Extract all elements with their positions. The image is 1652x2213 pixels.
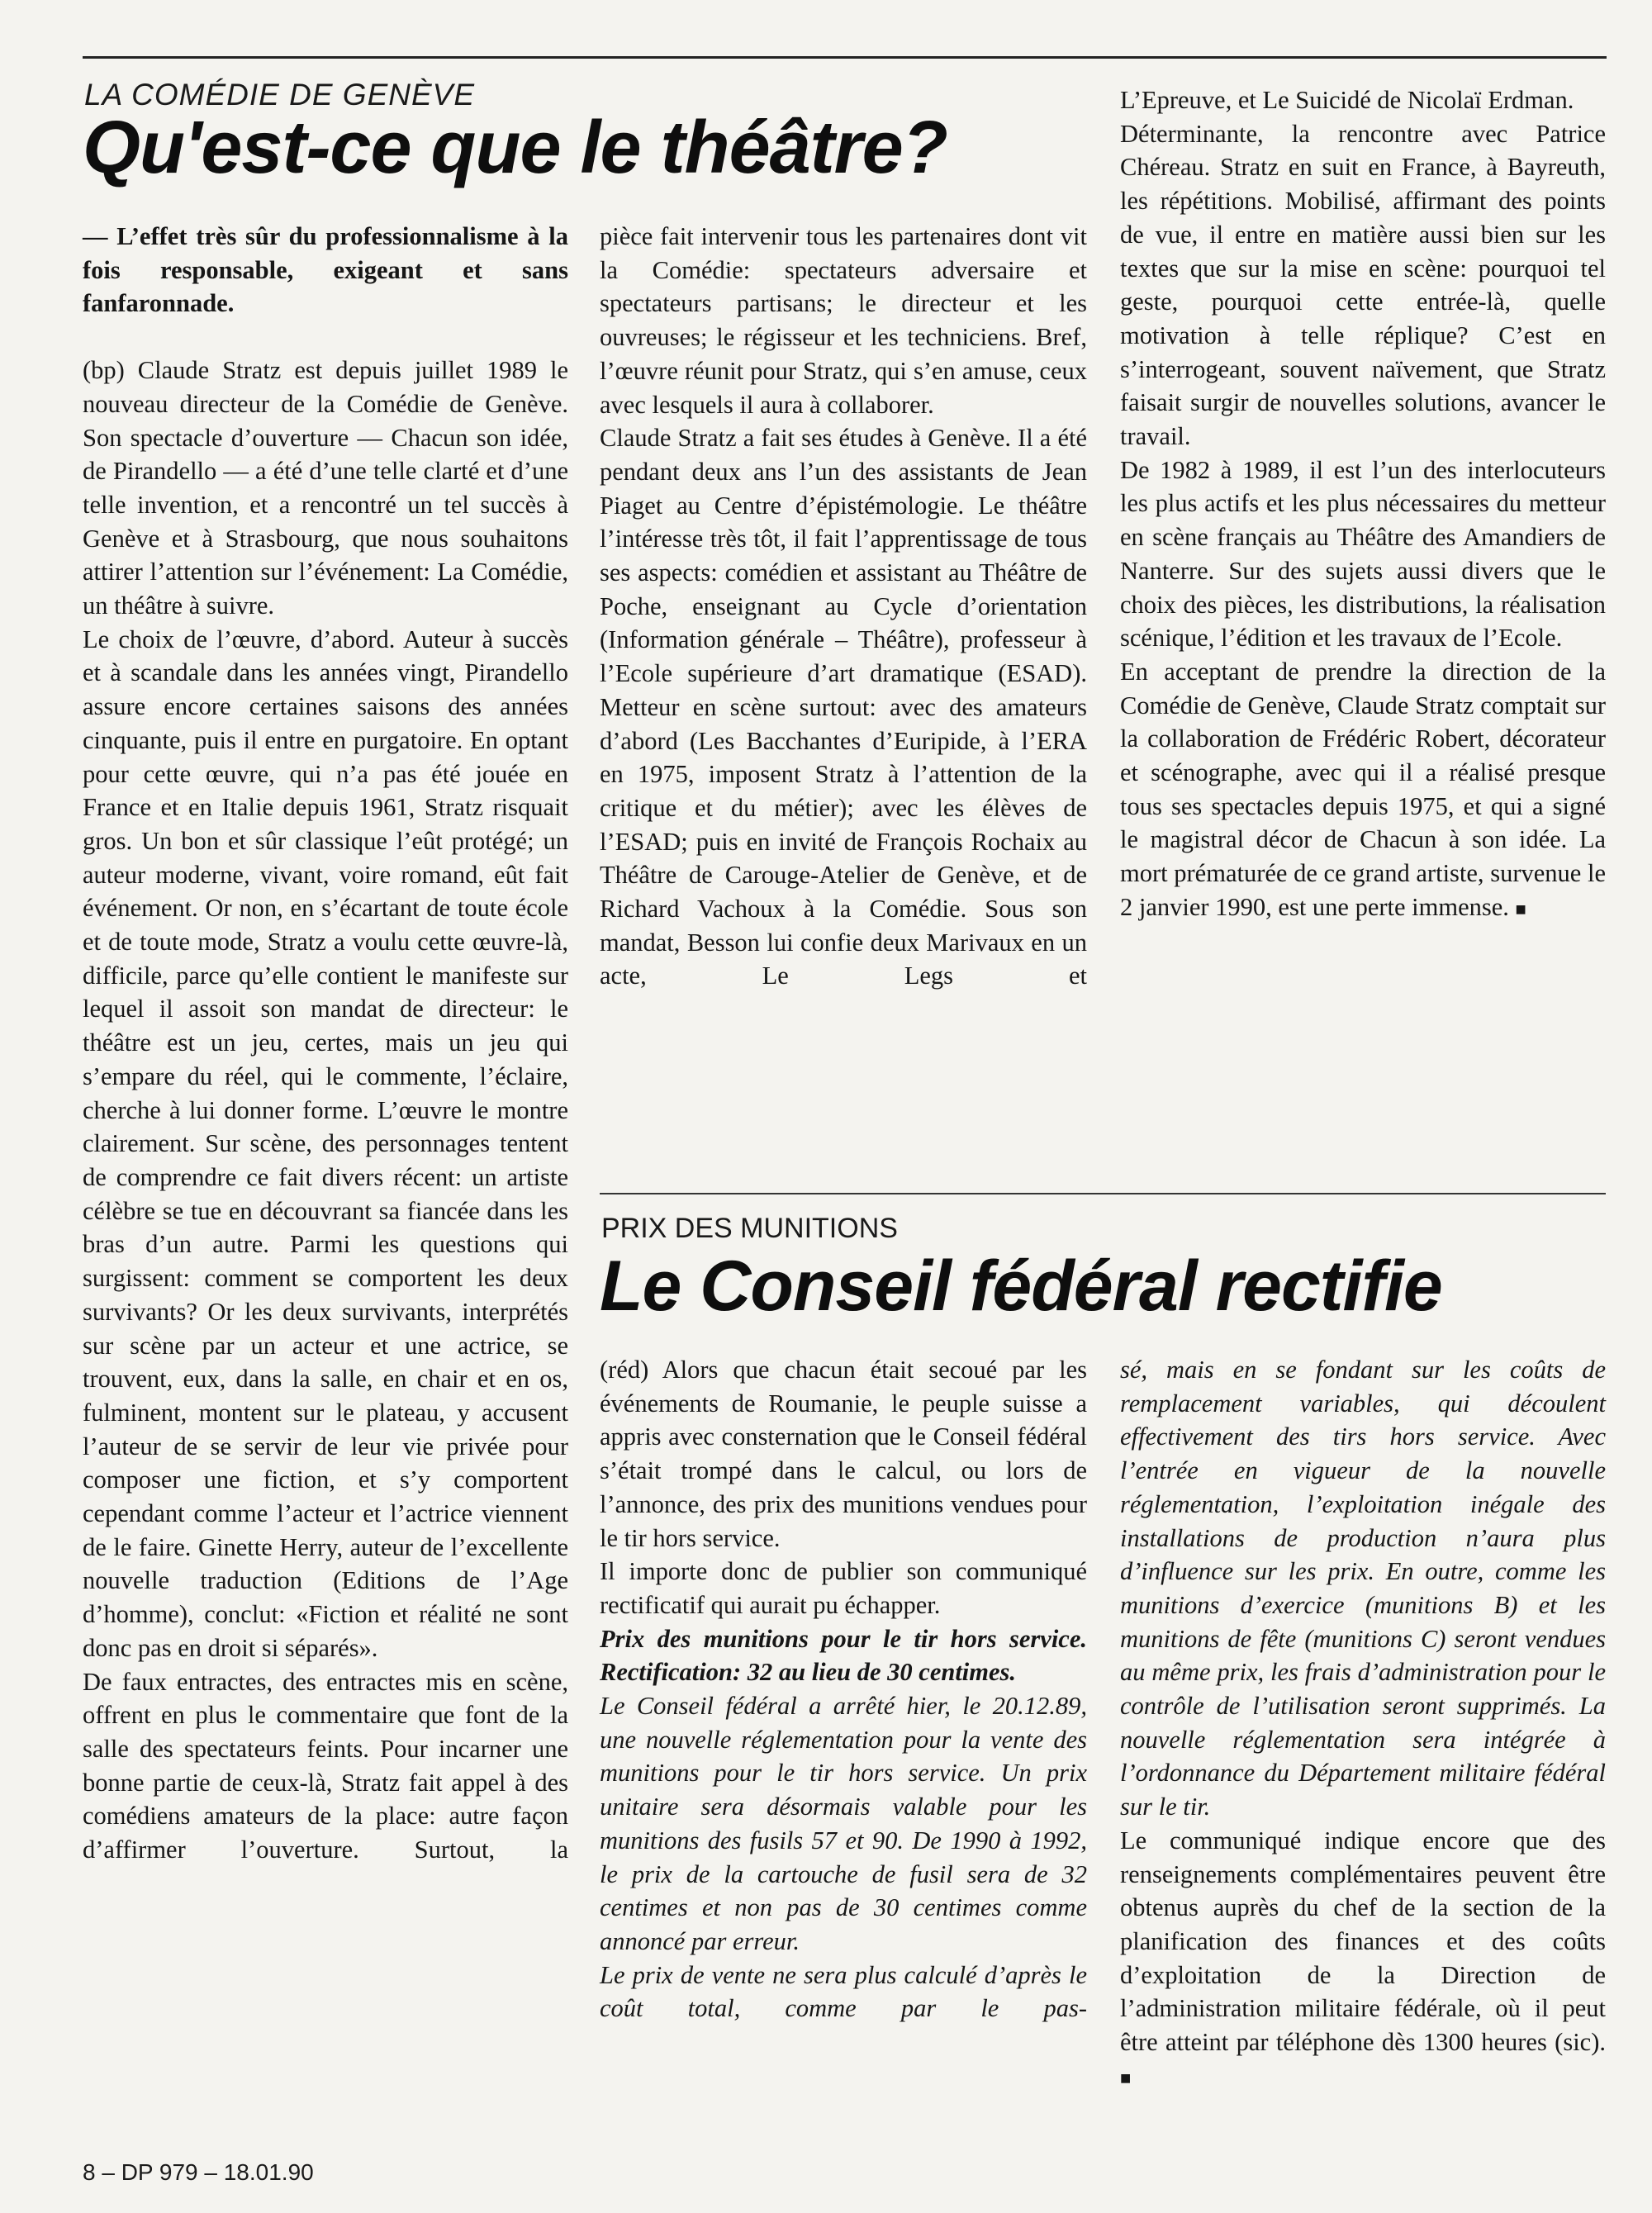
article1-column-3 (1120, 83, 1606, 927)
article2-col1-para-2: Il importe donc de publier son communiqué rectificatif qui aurait pu échapper. (600, 1557, 1087, 1619)
article2-col2-para-2-text: Le communiqué indique encore que des renseignements complémentaires peuvent être obtenus auprès du chef de la section de la planification des finances et des coûts d’exploitation de la Direction de l’administration militaire fédérale, où il peut être atteint par téléphone dès 1300 heures (sic). (1120, 1826, 1606, 2057)
article1-col3-para-2: Déterminante, la rencontre avec Patrice Chéreau. Stratz en suit en France, à Bayreuth, les répétitions. Mobilisé, affirmant des points de vue, il entre en matière aussi bien sur les textes que sur la mise en scène: pourquoi tel geste, pourquoi cette entrée-là, quelle motivation à telle réplique? C’est en s’interrogeant, souvent naïvement, que Stratz faisait surgir de nouvelles solutions, avancer le travail. (1120, 119, 1606, 451)
article2-col2-para-2 (1120, 1824, 1606, 2096)
article1-col3-para-4-text: En acceptant de prendre la direction de la Comédie de Genève, Claude Stratz comptait sur la collaboration de Frédéric Robert, décorateur et scénographe, avec qui il a réalisé presque tous ses spectacles depuis 1975, et qui a signé le magistral décor de Chacun à son idée. La mort prématurée de ce grand artiste, survenue le 2 janvier 1990, est une perte immense. (1120, 657, 1606, 921)
article1-col3-para-3: De 1982 à 1989, il est l’un des interlocuteurs les plus actifs et les plus nécessaires du metteur en scène français au Théâtre des Amandiers de Nanterre. Sur des sujets aussi divers que le choix des pièces, les distributions, la réalisation scénique, l’édition et les travaux de l’Ecole. (1120, 455, 1606, 653)
article1-kicker: LA COMÉDIE DE GENÈVE (84, 78, 476, 112)
article1-col1-para-2: Le choix de l’œuvre, d’abord. Auteur à succès et à scandale dans les années vingt, Pirandello assure encore certaines saisons des années cinquante, puis il entre en purgatoire. En optant pour cette œuvre, qui n’a pas été jouée en France et en Italie depuis 1961, Stratz risquait gros. Un bon et sûr classique l’eût protégé; un auteur moderne, vivant, voire romand, eût fait événement. Or non, en s’écartant de toute école et de toute mode, Stratz a voulu cette œuvre-là, difficile, parce qu’elle contient le manifeste sur lequel il assoit son mandat de directeur: le théâtre est un jeu, certes, mais un jeu qui s’empare du réel, qui le commente, l’éclaire, cherche à lui donner forme. L’œuvre le montre clairement. Sur scène, des personnages tentent de comprendre ce fait divers récent: un artiste célèbre se tue en découvrant sa fiancée dans les bras d’un autre. Parmi les questions qui surgissent: comment se comportent les deux survivants? Or les deux survivants, interprétés sur scène par un acteur et une actrice, se trouvent, eux, dans la salle, en chair et en os, fulminent, montent sur le plateau, y accusent l’auteur de se servir de leur vie privée pour composer une fiction, et s’y comportent cependant comme l’acteur et l’actrice viennent de le faire. Ginette Herry, auteur de l’excellente nouvelle traduction (Editions de l’Age d’homme), conclut: «Fiction et réalité ne sont donc pas en droit si séparés». (83, 624, 568, 1662)
article1-column-2 (600, 220, 1087, 993)
article2-rule (600, 1193, 1606, 1194)
article2-col2-para-1: sé, mais en se fondant sur les coûts de remplacement variables, qui découlent effectivement des tirs hors service. Avec l’entrée en vigueur de la nouvelle réglementation, l’exploitation inégale des installations de production n’aura plus d’influence sur les prix. En outre, comme les munitions d’exercice (munitions B) et les munitions de fête (munitions C) seront vendues au même prix, les frais d’administration pour le contrôle de l’utilisation seront supprimés. La nouvelle réglementation sera intégrée à l’ordonnance du Département militaire fédéral sur le tir. (1120, 1356, 1606, 1821)
article2-col1-para-5: Le prix de vente ne sera plus calculé d’après le coût total, comme par le pas- (600, 1960, 1087, 2023)
page-footer: 8 – DP 979 – 18.01.90 (83, 2159, 314, 2185)
article1-col3-para-4 (1120, 655, 1606, 927)
article2-column-1 (600, 1353, 1087, 2025)
article2-col1-para-3: Prix des munitions pour le tir hors service. Rectification: 32 au lieu de 30 centimes. (600, 1624, 1087, 1687)
article1-col2-para-2: Claude Stratz a fait ses études à Genève. Il a été pendant deux ans l’un des assistants de Jean Piaget au Centre d’épistémologie. Le théâtre l’intéresse très tôt, il fait l’apprentissage de tous ses aspects: comédien et assistant au Théâtre de Poche, enseignant au Cycle d’orientation (Information générale – Théâtre), professeur à l’Ecole supérieure d’art dramatique (ESAD). Metteur en scène surtout: avec des amateurs d’abord (Les Bacchantes d’Euripide, à l’ERA en 1975, imposent Stratz à l’attention de la critique et du métier); avec les élèves de l’ESAD; puis en invité de François Rochaix au Théâtre de Carouge-Atelier de Genève, et de Richard Vachoux à la Comédie. Sous son mandat, Besson lui confie deux Marivaux en un acte, Le Legs et (600, 424, 1087, 990)
article1-col3-para-1: L’Epreuve, et Le Suicidé de Nicolaï Erdman. (1120, 86, 1574, 114)
end-mark-icon: ■ (1120, 2067, 1132, 2088)
article1-lead: — L’effet très sûr du professionnalisme à la fois responsable, exigeant et sans fanfaronnade. (83, 222, 568, 318)
article1-title: Qu'est-ce que le théâtre? (83, 107, 947, 189)
article1-column-1 (83, 220, 568, 1867)
article2-col1-para-4: Le Conseil fédéral a arrêté hier, le 20.12.89, une nouvelle réglementation pour la vente des munitions pour le tir hors service. Un prix unitaire sera désormais valable pour les munitions des fusils 57 et 90. De 1990 à 1992, le prix de la cartouche de fusil sera de 32 centimes et non pas de 30 centimes comme annoncé par erreur. (600, 1692, 1087, 1955)
article1-col1-para-1: (bp) Claude Stratz est depuis juillet 1989 le nouveau directeur de la Comédie de Genève. Son spectacle d’ouverture — Chacun son idée, de Pirandello — a été d’une telle clarté et d’une telle invention, et a rencontré un tel succès à Genève et à Strasbourg, que nous souhaitons attirer l’attention sur l’événement: La Comédie, un théâtre à suivre. (83, 356, 568, 620)
article1-col2-para-1: pièce fait intervenir tous les partenaires dont vit la Comédie: spectateurs adversaire et spectateurs partisans; le directeur et les ouvreuses; le régisseur et les techniciens. Bref, l’œuvre réunit pour Stratz, qui s’en amuse, ceux avec lesquels il aura à collaborer. (600, 222, 1087, 419)
article2-title: Le Conseil fédéral rectifie (600, 1247, 1442, 1326)
article2-kicker: PRIX DES MUNITIONS (601, 1213, 898, 1244)
article1-col1-para-3: De faux entractes, des entractes mis en scène, offrent en plus le commentaire que font de la salle des spectateurs feints. Pour incarner une bonne partie de ceux-là, Stratz fait appel à des comédiens amateurs de la place: autre façon d’affirmer l’ouverture. Surtout, la (83, 1667, 568, 1864)
article2-col1-para-1: (réd) Alors que chacun était secoué par les événements de Roumanie, le peuple suisse a appris avec consternation que le Conseil fédéral s’était trompé dans le calcul, ou lors de l’annonce, des prix des munitions vendues pour le tir hors service. (600, 1356, 1087, 1552)
end-mark-icon: ■ (1515, 898, 1526, 919)
article2-column-2 (1120, 1353, 1606, 2095)
top-rule (83, 56, 1607, 59)
